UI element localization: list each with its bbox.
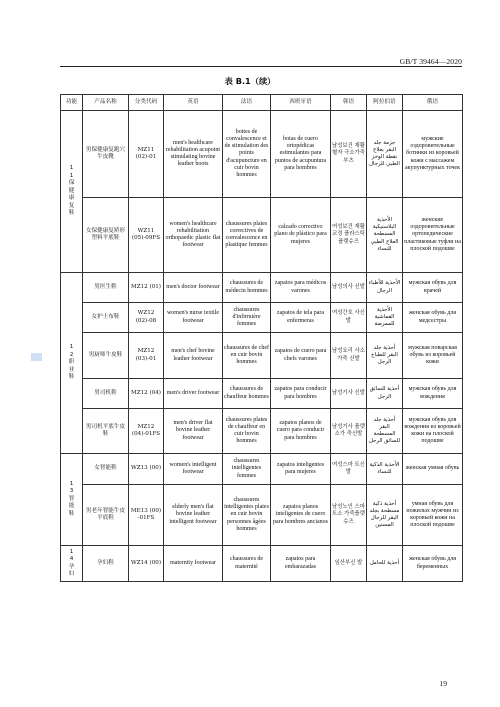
product-name-cell: 女护士布鞋 — [83, 303, 129, 333]
english-cell: men's doctor footwear — [164, 273, 223, 303]
product-name-cell: 男司机鞋 — [83, 379, 129, 409]
korean-cell: 여성스마 트신발 — [331, 454, 367, 485]
spanish-cell: zapatos de cuero para chefs varones — [271, 333, 331, 379]
french-cell: chaussures de chef en cuir bovin hommes — [223, 333, 271, 379]
table-row — [61, 198, 463, 273]
english-cell: elderly men's flat bovine leather intelligent footwear — [164, 485, 223, 546]
table-row — [61, 303, 463, 333]
korean-cell: 남성노인 스마트소 가죽플랫 슈즈 — [331, 485, 367, 546]
english-cell: men's driver flat bovine leather footwear — [164, 409, 223, 454]
spanish-cell: zapatos planos inteligentes de cuero para hombres ancianos — [271, 485, 331, 546]
arabic-cell: الأحذية البلاستيكية المسطحة العلاج الطبي للنساء — [367, 198, 403, 273]
code-cell: WZ14 (00) — [129, 546, 164, 582]
french-cell: chaussures d'infirmière femmes — [223, 303, 271, 333]
standard-code: GB/T 39464—2020 — [399, 57, 462, 66]
code-cell: WZ11 (05)-09FS — [129, 198, 164, 273]
french-cell: chaussures plates correctives de convalescence en plastique femmes — [223, 198, 271, 273]
product-name-cell: 男老年智能牛皮平底鞋 — [83, 485, 129, 546]
spanish-cell: calzado correctivo plano de plástico para mujeres — [271, 198, 331, 273]
header-english: 英语 — [164, 95, 223, 111]
spanish-cell: zapatos de tela para enfermeras — [271, 303, 331, 333]
header-arabic: 阿拉伯语 — [367, 95, 403, 111]
english-cell: men's driver footwear — [164, 379, 223, 409]
function-label: 13智能鞋 — [68, 480, 75, 517]
function-label: 12职业鞋 — [68, 344, 75, 381]
product-name-cell: 孕妇鞋 — [83, 546, 129, 582]
english-cell: women's healthcare rehabilitation orthopaedic plastic flat footwear — [164, 198, 223, 273]
russian-cell: женская обувь для медсестры — [403, 303, 463, 333]
table-row — [61, 454, 463, 485]
table-row — [61, 333, 463, 379]
french-cell: chaussures intelligentes plates en cuir bovin personnes âgées hommes — [223, 485, 271, 546]
header-product-name: 产品名称 — [83, 95, 129, 111]
table-body — [61, 111, 463, 582]
code-cell: MZ11 (02)-01 — [129, 111, 164, 198]
english-cell: men's chef bovine leather footwear — [164, 333, 223, 379]
table-row — [61, 409, 463, 454]
spanish-cell: zapatos para médicos varones — [271, 273, 331, 303]
french-cell: chaussures plates de chauffeur en cuir bovin hommes — [223, 409, 271, 454]
russian-cell: женская обувь для беременных — [403, 546, 463, 582]
function-cell — [61, 546, 83, 582]
function-cell — [61, 111, 83, 273]
code-cell: ME13 (00) -01FS — [129, 485, 164, 546]
code-cell: MZ12 (01) — [129, 273, 164, 303]
table-row — [61, 379, 463, 409]
code-cell: WZ12 (02)-08 — [129, 303, 164, 333]
arabic-cell: أحذية للسائق الرجل — [367, 379, 403, 409]
code-cell: MZ12 (04) — [129, 379, 164, 409]
product-name-cell: 女智能鞋 — [83, 454, 129, 485]
table-header-row — [61, 95, 463, 111]
product-name-cell: 男保健康复跑穴牛皮靴 — [83, 111, 129, 198]
table-caption: 表 B.1（续） — [224, 76, 276, 86]
french-cell: bottes de convalescence et de stimulation des points d'acupuncture en cuir bovin hommes — [223, 111, 271, 198]
korean-cell: 남성요리 사소가죽 신발 — [331, 333, 367, 379]
spanish-cell: zapatos para embarazadas — [271, 546, 331, 582]
russian-cell: мужская поварская обувь из коровьей кожи — [403, 333, 463, 379]
russian-cell: женская умная обувь — [403, 454, 463, 485]
arabic-cell: الأحذية القماشية للممرضة — [367, 303, 403, 333]
english-cell: men's healthcare rehabilitation acupoint stimulating bovine leather boots — [164, 111, 223, 198]
function-label: 14孕妇 — [68, 548, 75, 577]
french-cell: chaussures de chauffeur hommes — [223, 379, 271, 409]
french-cell: chaussures intelligentes femmes — [223, 454, 271, 485]
arabic-cell: أحذية للحامل — [367, 546, 403, 582]
product-name-cell: 男医生鞋 — [83, 273, 129, 303]
header-spanish: 西班牙语 — [271, 95, 331, 111]
arabic-cell: أحذية جلد البقر المسطحة للسائق الرجل — [367, 409, 403, 454]
code-cell: MZ12 (04)-01FS — [129, 409, 164, 454]
header-korean: 韩语 — [331, 95, 367, 111]
korean-cell: 임산부신 발 — [331, 546, 367, 582]
russian-cell: мужская обувь для вождения из коровьей кожи на плоской подошве — [403, 409, 463, 454]
french-cell: chaussures de médecin hommes — [223, 273, 271, 303]
korean-cell: 남성보건 재활혈자 극소가죽 부츠 — [331, 111, 367, 198]
header-french: 法语 — [223, 95, 271, 111]
product-name-cell: 男厨师牛皮鞋 — [83, 333, 129, 379]
spanish-cell: zapatos planos de cuero para conducir para hombres — [271, 409, 331, 454]
product-name-cell: 男司机平底牛皮鞋 — [83, 409, 129, 454]
arabic-cell: الأحذية الذكية للنساء — [367, 454, 403, 485]
english-cell: women's intelligent footwear — [164, 454, 223, 485]
spanish-cell: botas de cuero ortopédicas estimulantes para puntos de acupuntura para hombres — [271, 111, 331, 198]
french-cell: chaussures de maternité — [223, 546, 271, 582]
korean-cell: 남성기사 신발 — [331, 379, 367, 409]
russian-cell: женские оздоровительные ортопедические пластиковые туфли на плоской подошве — [403, 198, 463, 273]
korean-cell: 남성기사 플랫소가 죽신발 — [331, 409, 367, 454]
margin-marker — [31, 353, 42, 361]
table-row — [61, 485, 463, 546]
header-rule — [60, 66, 462, 67]
russian-cell: мужская обувь для врачей — [403, 273, 463, 303]
header-russian: 俄语 — [403, 95, 463, 111]
table-row — [61, 111, 463, 198]
english-cell: women's nurse textile footwear — [164, 303, 223, 333]
table-row — [61, 273, 463, 303]
korean-cell: 여성보건 재활교정 플라스틱 플랫슈즈 — [331, 198, 367, 273]
english-cell: maternity footwear — [164, 546, 223, 582]
korean-cell: 여성간호 사신발 — [331, 303, 367, 333]
russian-cell: умная обувь для пожилых мужчин из коровьей кожи на плоской подошве — [403, 485, 463, 546]
spanish-cell: zapatos para conducir para hombres — [271, 379, 331, 409]
russian-cell: мужские оздоровительные ботинки из коровьей кожи с массажем акупунктурных точек — [403, 111, 463, 198]
function-label: 11保健康复鞋 — [68, 165, 75, 217]
russian-cell: мужская обувь для вождения — [403, 379, 463, 409]
page-number: 19 — [439, 679, 447, 688]
function-cell — [61, 454, 83, 546]
header-code: 分类代码 — [129, 95, 164, 111]
function-cell — [61, 273, 83, 454]
korean-cell: 남성의사 신발 — [331, 273, 367, 303]
arabic-cell: جزمة جلد البقر بعلاج نقطة الوخز الطبي للرجال — [367, 111, 403, 198]
code-cell: WZ13 (00) — [129, 454, 164, 485]
arabic-cell: أحذية ذكية مسطحة بجلد البقر للرجال المسنين — [367, 485, 403, 546]
classification-table-wrap — [60, 94, 462, 582]
code-cell: MZ12 (03)-01 — [129, 333, 164, 379]
arabic-cell: الأحذية للأطباء الرجال — [367, 273, 403, 303]
arabic-cell: أحذية جلد البقر للطباخ الرجل — [367, 333, 403, 379]
product-name-cell: 女保健康复矫形塑料平底鞋 — [83, 198, 129, 273]
spanish-cell: zapatos inteligentes para mujeres — [271, 454, 331, 485]
table-row — [61, 546, 463, 582]
header-function: 功能 — [61, 95, 83, 111]
classification-table — [60, 94, 463, 582]
